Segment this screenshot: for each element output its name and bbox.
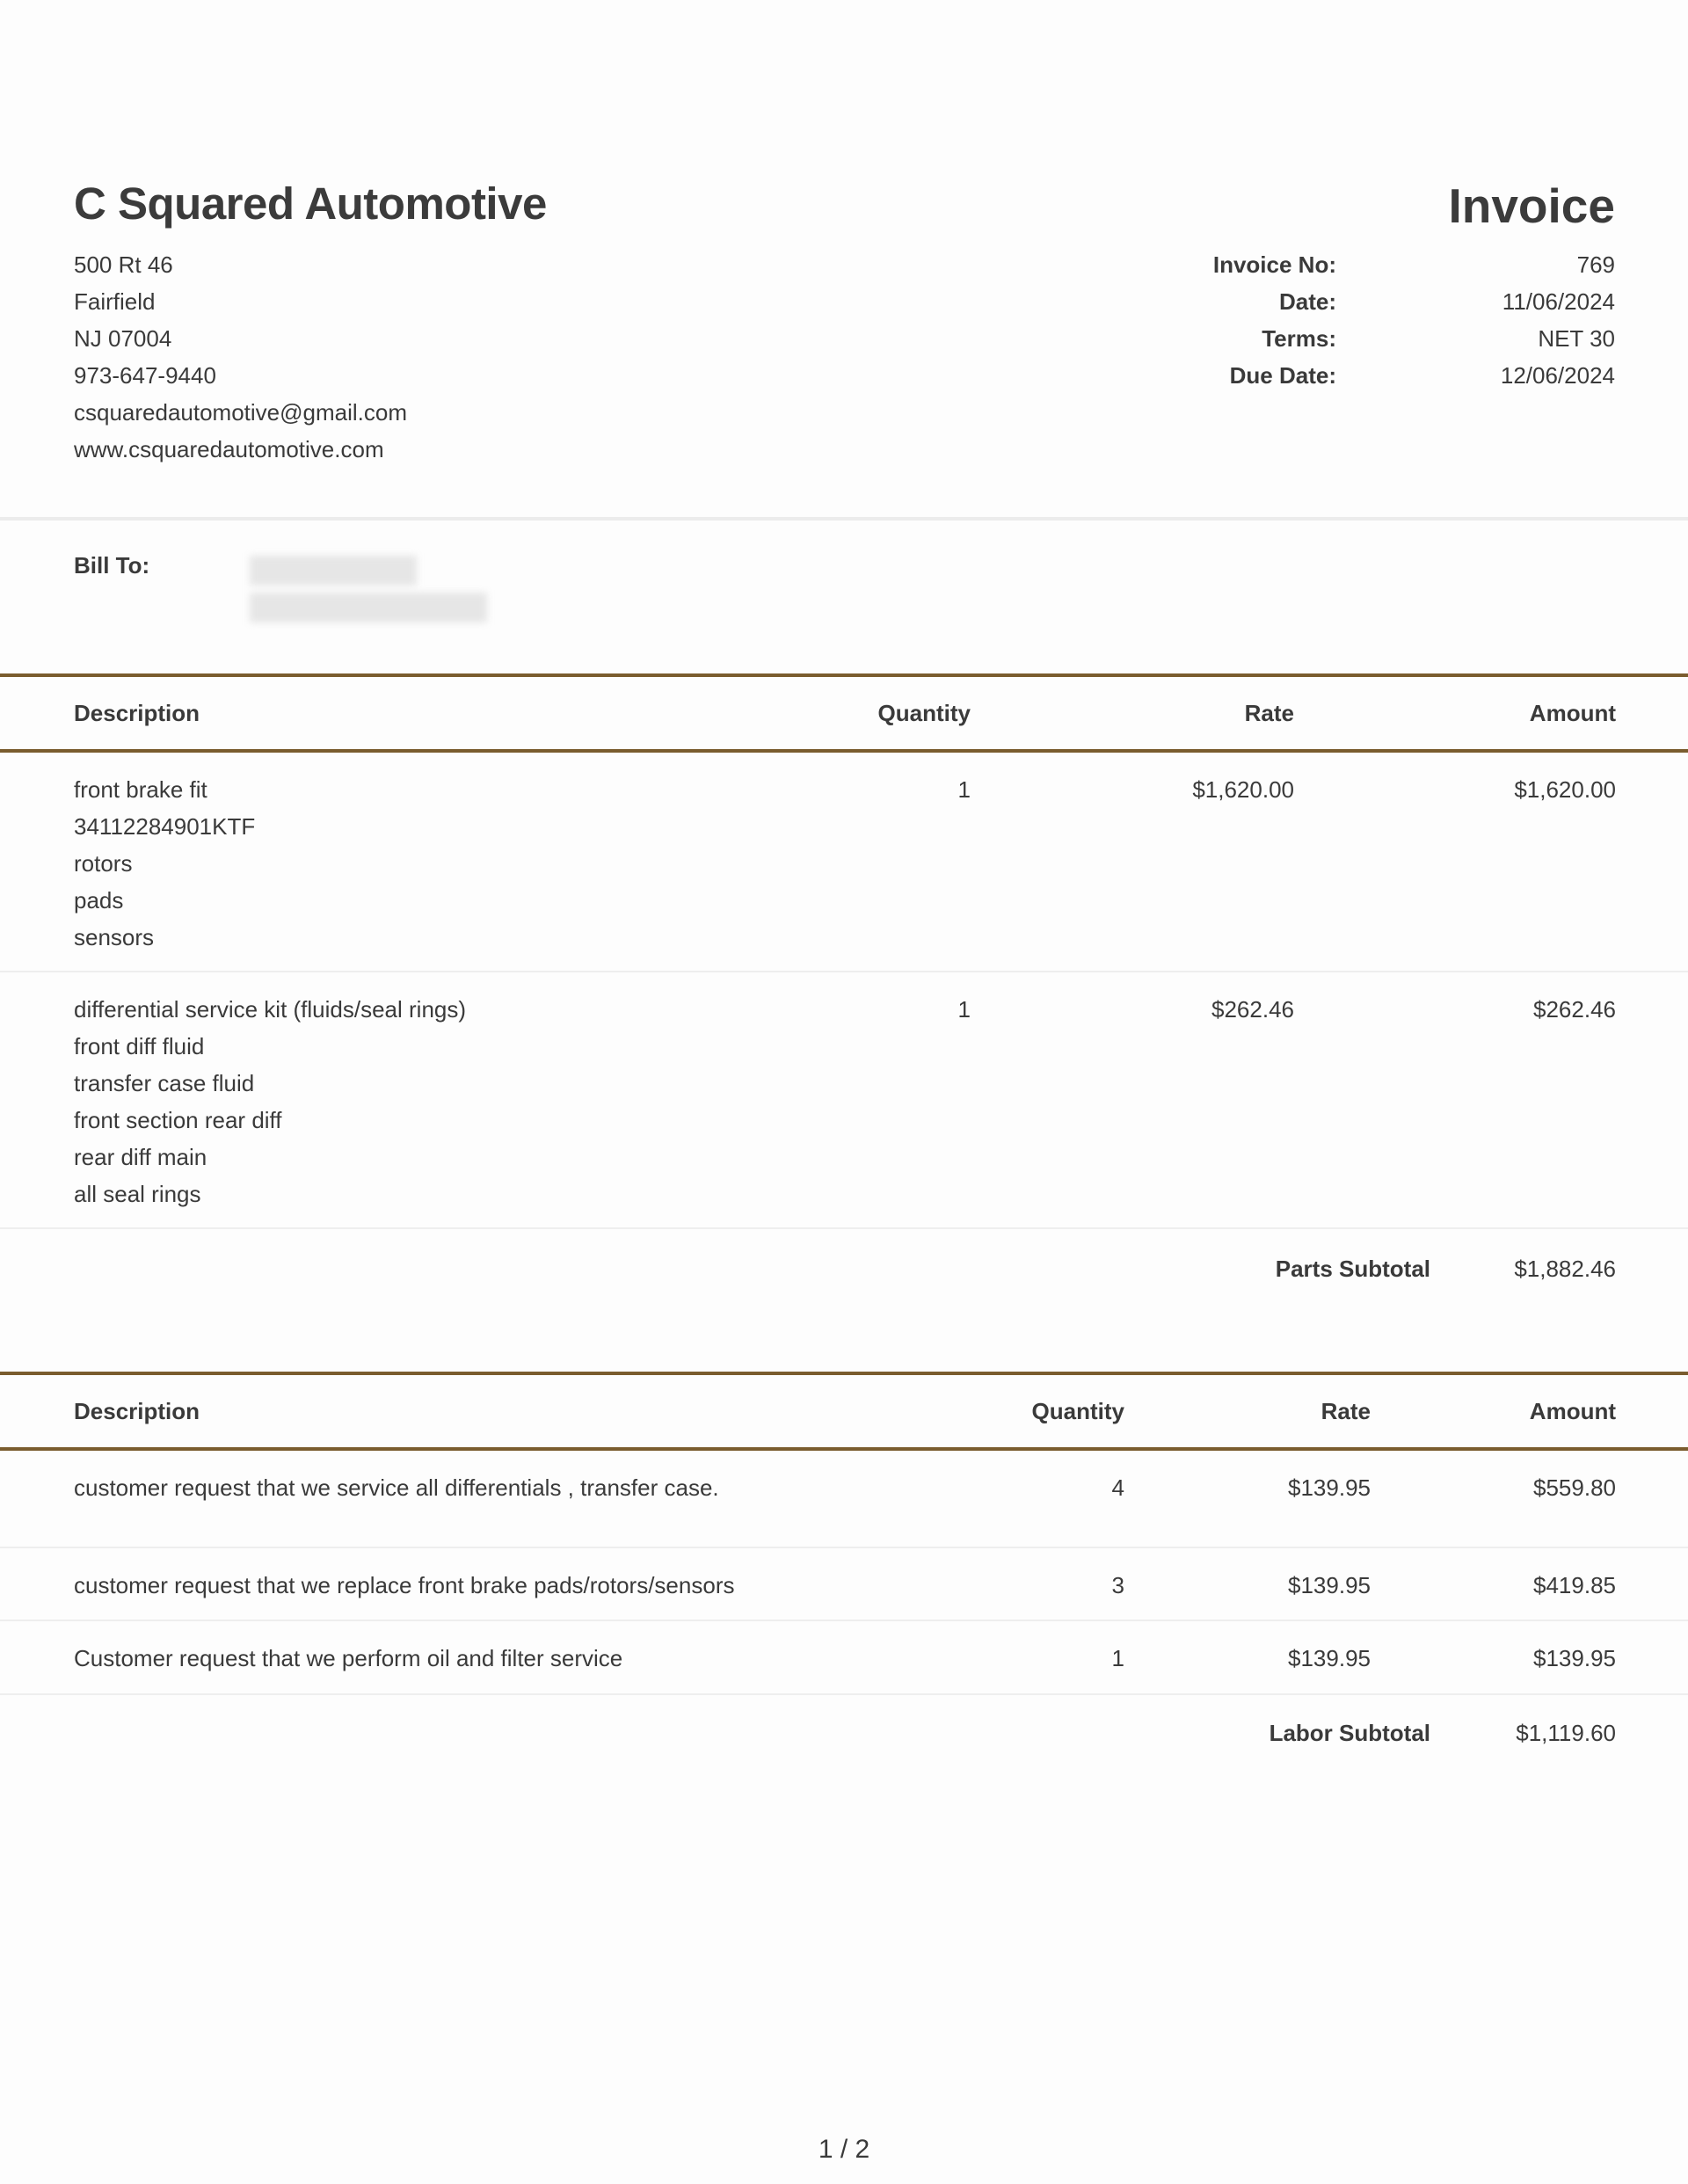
address-city: Fairfield xyxy=(74,288,156,315)
address-state-zip: NJ 07004 xyxy=(74,325,172,352)
company-name: C Squared Automotive xyxy=(74,178,547,229)
description-line: sensors xyxy=(74,924,155,950)
row-divider xyxy=(0,1227,1688,1229)
labor-header-description: Description xyxy=(74,1398,200,1424)
parts-row-1-quantity: 1 xyxy=(957,776,971,803)
row-divider xyxy=(0,1693,1688,1695)
labor-subtotal-label: Labor Subtotal xyxy=(1269,1720,1430,1746)
parts-row-2-quantity: 1 xyxy=(957,996,971,1023)
parts-header-description: Description xyxy=(74,700,200,726)
description-line: rotors xyxy=(74,850,133,877)
description-line: 34112284901KTF xyxy=(74,813,256,840)
parts-subtotal-value: $1,882.46 xyxy=(1514,1256,1616,1282)
address-street: 500 Rt 46 xyxy=(74,251,173,278)
labor-header-rule xyxy=(0,1447,1688,1451)
meta-row-terms xyxy=(1143,320,1615,357)
labor-row-1-quantity: 4 xyxy=(1111,1474,1124,1501)
description-line: transfer case fluid xyxy=(74,1070,255,1096)
labor-header-quantity: Quantity xyxy=(1031,1398,1124,1424)
table-row-parts-1-description xyxy=(74,771,255,956)
meta-row-invoice-no xyxy=(1143,246,1615,283)
invoice-meta xyxy=(1143,246,1615,394)
meta-label: Date: xyxy=(1278,288,1336,315)
table-row-labor-1-description: customer request that we service all differentials , transfer case. xyxy=(74,1474,719,1501)
labor-header-rate: Rate xyxy=(1321,1398,1371,1424)
labor-table-top-rule xyxy=(0,1372,1688,1375)
row-divider xyxy=(0,1547,1688,1548)
row-divider xyxy=(0,971,1688,972)
labor-row-1-amount: $559.80 xyxy=(1533,1474,1616,1501)
parts-row-1-amount: $1,620.00 xyxy=(1514,776,1616,803)
section-divider xyxy=(0,517,1688,521)
description-line: pads xyxy=(74,887,124,914)
company-address xyxy=(74,246,407,468)
table-row-parts-2-description xyxy=(74,991,466,1212)
description-line: front brake fit xyxy=(74,776,207,803)
row-divider xyxy=(0,1620,1688,1621)
parts-header-amount: Amount xyxy=(1529,700,1616,726)
parts-header-rule xyxy=(0,749,1688,753)
parts-row-2-rate: $262.46 xyxy=(1211,996,1294,1023)
description-line: all seal rings xyxy=(74,1181,201,1207)
parts-header-quantity: Quantity xyxy=(877,700,971,726)
labor-row-2-rate: $139.95 xyxy=(1288,1572,1371,1598)
parts-table-top-rule xyxy=(0,673,1688,677)
labor-row-2-quantity: 3 xyxy=(1111,1572,1124,1598)
parts-row-1-rate: $1,620.00 xyxy=(1192,776,1294,803)
parts-subtotal-label: Parts Subtotal xyxy=(1275,1256,1430,1282)
meta-value: 769 xyxy=(1576,251,1615,278)
invoice-title: Invoice xyxy=(1448,178,1615,233)
company-website: www.csquaredautomotive.com xyxy=(74,436,384,462)
labor-header-amount: Amount xyxy=(1529,1398,1616,1424)
labor-row-3-quantity: 1 xyxy=(1111,1645,1124,1671)
labor-row-3-rate: $139.95 xyxy=(1288,1645,1371,1671)
table-row-labor-2-description: customer request that we replace front brake pads/rotors/sensors xyxy=(74,1572,735,1598)
labor-row-3-amount: $139.95 xyxy=(1533,1645,1616,1671)
parts-header-rate: Rate xyxy=(1244,700,1294,726)
company-phone: 973-647-9440 xyxy=(74,362,216,389)
meta-row-date xyxy=(1143,283,1615,320)
parts-row-2-amount: $262.46 xyxy=(1533,996,1616,1023)
meta-value: 11/06/2024 xyxy=(1502,288,1615,315)
bill-to-label: Bill To: xyxy=(74,552,150,579)
table-row-labor-3-description: Customer request that we perform oil and filter service xyxy=(74,1645,623,1671)
bill-to-redacted xyxy=(250,552,487,622)
description-line: front section rear diff xyxy=(74,1107,282,1133)
meta-label: Due Date: xyxy=(1229,362,1336,389)
meta-label: Terms: xyxy=(1262,325,1336,352)
labor-row-2-amount: $419.85 xyxy=(1533,1572,1616,1598)
description-line: front diff fluid xyxy=(74,1033,205,1059)
meta-row-due-date xyxy=(1143,357,1615,394)
labor-row-1-rate: $139.95 xyxy=(1288,1474,1371,1501)
meta-label: Invoice No: xyxy=(1212,251,1336,278)
meta-value: NET 30 xyxy=(1538,325,1615,352)
company-email: csquaredautomotive@gmail.com xyxy=(74,399,408,426)
description-line: rear diff main xyxy=(74,1144,207,1170)
meta-value: 12/06/2024 xyxy=(1500,362,1615,389)
description-line: differential service kit (fluids/seal rings) xyxy=(74,996,467,1023)
labor-subtotal-value: $1,119.60 xyxy=(1516,1720,1616,1746)
page-indicator: 1 / 2 xyxy=(818,2135,870,2164)
